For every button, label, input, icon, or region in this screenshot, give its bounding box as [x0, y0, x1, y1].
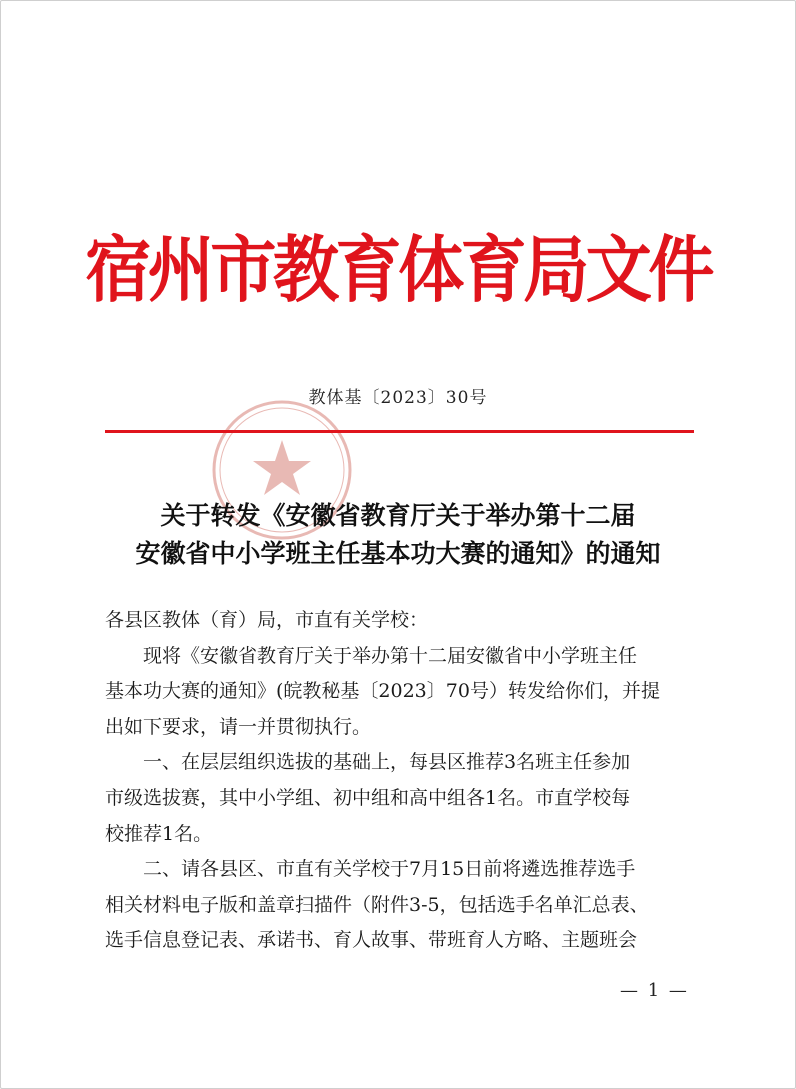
body-line: 出如下要求，请一并贯彻执行。 [105, 715, 372, 738]
notice-title [0, 497, 796, 573]
document-header-title: 宿州市教育体育局文件 [85, 227, 711, 312]
document-number: 教体基〔2023〕30号 [308, 388, 488, 408]
body-line: 校推荐1名。 [105, 822, 213, 845]
body-line: 一、在层层组织选拔的基础上，每县区推荐3名班主任参加 [105, 751, 631, 774]
body-line: 基本功大赛的通知》(皖教秘基〔2023〕70号）转发给你们，并提 [105, 680, 660, 703]
body-line: 现将《安徽省教育厅关于举办第十二届安徽省中小学班主任 [105, 644, 638, 667]
page-number: — 1 — [620, 980, 689, 1001]
body-line: 各县区教体（育）局，市直有关学校： [105, 609, 429, 631]
document-body [105, 603, 705, 959]
notice-title-line-1: 关于转发《安徽省教育厅关于举办第十二届 [160, 501, 636, 530]
header-divider-line [105, 430, 694, 433]
body-line: 相关材料电子版和盖章扫描件（附件3-5，包括选手名单汇总表、 [105, 893, 649, 916]
body-line: 二、请各县区、市直有关学校于7月15日前将遴选推荐选手 [105, 858, 636, 881]
body-line: 市级选拔赛，其中小学组、初中组和高中组各1名。市直学校每 [105, 786, 631, 809]
body-line: 选手信息登记表、承诺书、育人故事、带班育人方略、主题班会 [105, 929, 638, 952]
notice-title-line-2: 安徽省中小学班主任基本功大赛的通知》的通知 [135, 539, 661, 568]
